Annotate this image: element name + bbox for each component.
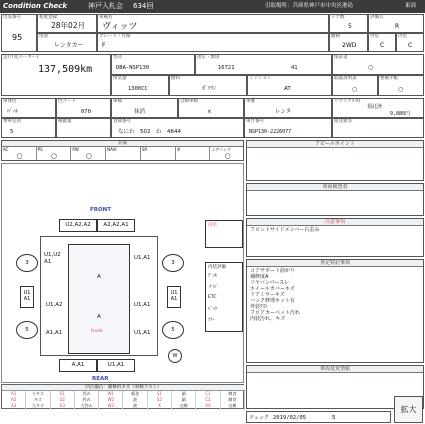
rear-right-tire[interactable]: 5 <box>162 321 184 339</box>
legend-cell: U2 <box>51 397 75 403</box>
doors: 5 <box>348 23 352 30</box>
vehicle-history: レンタ <box>275 109 292 115</box>
inspection-report-panel: 查定特記事項 コアサポート曲がり 補修度A リヤバンパースレ ホイールカバーキズ ドアミラーキズ バック修理キット有 外装ﾃｽﾄ フロアカーペット汚れ 内装汚れ、キズ <box>246 259 424 363</box>
spare-tire[interactable]: W <box>168 349 182 363</box>
color-code-cell: 色コード 070 <box>56 98 111 118</box>
exterior-grade: C <box>380 42 385 49</box>
legend-cell: A2 <box>2 397 26 403</box>
exterior-cell: 外装 C <box>368 33 396 52</box>
legend-cell: 交換 <box>172 403 196 409</box>
legend-cell: 波 <box>124 403 148 409</box>
mission: AT <box>284 86 291 92</box>
legend-cell: キズ <box>26 397 50 403</box>
equipment-item: 革 <box>176 147 211 161</box>
inspection-line: ホイールカバーキズ <box>250 286 295 292</box>
grade: F <box>102 42 106 49</box>
recycle-amount: 9,880円 <box>390 111 411 117</box>
legend-cell: 凹み <box>75 397 99 403</box>
model: DBA-NSP130 <box>116 65 150 71</box>
inspection-line: 補修度A <box>250 274 269 280</box>
right-rear-door[interactable]: U1,A1 <box>134 302 151 308</box>
check-number: 5 <box>332 415 336 421</box>
right-front-door[interactable]: U1,A1 <box>134 255 151 261</box>
left-rear-door[interactable]: U1,A2 <box>46 302 63 308</box>
chassis-number: NSP130-2226077 <box>249 129 292 135</box>
capacity: 5 <box>10 129 14 135</box>
inspection-line: リヤバンパースレ <box>250 280 290 286</box>
drive: 2WD <box>342 42 357 49</box>
brand-title: Condition Check <box>3 2 67 10</box>
fuel-cell: 燃料 ｶﾞｿﾘﾝ <box>169 75 247 96</box>
rear-label: REAR <box>92 376 109 382</box>
legend-cell: 板金 <box>124 391 148 397</box>
inspection-line: コアサポート曲がり <box>250 268 296 274</box>
drive-cell: 駆動 2WD <box>329 33 368 52</box>
rear-left-quarter[interactable]: A1,A1 <box>46 330 63 336</box>
color-code: 070 <box>81 109 91 115</box>
equipment-item: NAVI <box>106 147 141 161</box>
legend-cell: W2 <box>99 397 123 403</box>
trade-type: 東商 <box>405 3 417 9</box>
rear-right-quarter[interactable]: U1,A1 <box>134 330 151 336</box>
first-registration: 28年02月 <box>51 21 86 30</box>
legend-cell: 小キズ <box>26 391 50 397</box>
interior-cell: 内装 C <box>396 33 424 52</box>
service-record-cell: 整備手帳 ○ <box>378 75 424 96</box>
tax: × <box>207 109 212 115</box>
car-name: ヴィッツ <box>102 22 138 32</box>
history-cell: 車検 抹消 <box>111 98 178 118</box>
check-date: 2019/02/05 <box>273 415 307 421</box>
plate-number: なにわ 502 わ 4644 <box>118 129 181 135</box>
rear-bumper-left[interactable]: A,A1 <box>59 359 97 372</box>
mission-cell: ミッション AT <box>247 75 332 96</box>
car-name-cell: 車種名 ヴィッツ <box>97 14 329 33</box>
legend-cell: S1 <box>148 391 172 397</box>
legend-cell: W3 <box>99 403 123 409</box>
title-bar <box>0 0 425 13</box>
auction-name: 神戸入札会 <box>88 2 123 10</box>
front-bumper-left[interactable]: U2,A2,A2 <box>59 219 97 232</box>
lot-number: 95 <box>12 33 23 42</box>
manual-cell: 取扱説明書 ○ <box>332 75 378 96</box>
legend-title: 凹凸傷凸：補修凹キズ（車検ラスト） <box>2 385 245 391</box>
legend-cell: C1 <box>196 391 220 397</box>
displacement: 1300CC <box>128 86 148 92</box>
interior-equipment-item: ﾊﾞｯｸ <box>208 307 217 312</box>
doors-cell: ドア数 5 <box>329 14 368 33</box>
legend-cell: X <box>148 403 172 409</box>
equipment-panel: 装備 AC ○ PS ○ PW ○ NAVI SR 革 エアバッグ ○ <box>1 140 244 161</box>
legend-cell: 錆 <box>172 391 196 397</box>
model-cell: 型式 DBA-NSP130 <box>111 54 195 75</box>
equipment-value: ○ <box>51 152 58 160</box>
chassis-cell: 車台番号 NSP130-2226077 <box>244 118 332 138</box>
equipment-item: エアバッグ ○ <box>210 147 244 161</box>
check-label: チェック <box>249 415 269 421</box>
usage-cell: 用途 レンタカー <box>37 33 97 52</box>
interior-equipment-box: 内装評価 ﾃﾞｯｷ ナビ ETC ﾊﾞｯｸ ｿﾅｰ <box>205 262 243 332</box>
trunk-label: trunk <box>91 329 103 334</box>
service-record: ○ <box>398 86 404 93</box>
left-sill[interactable]: U1 A1 <box>20 286 34 308</box>
roof-area[interactable] <box>68 244 130 354</box>
legend-cell: A1 <box>2 391 26 397</box>
equipment-item: AC ○ <box>2 147 37 161</box>
pickup-location: 引取場所：兵庫県神戸市中央区港島 <box>265 3 354 9</box>
vehicle-history-cell: 車歴 レンタ <box>244 98 332 118</box>
grade-cell: グレード・仕様 F <box>97 33 329 52</box>
legend-cell: 凹み <box>75 391 99 397</box>
mileage-cell: 走行(実メーター) 137,509km <box>1 54 111 96</box>
session-number: 634回 <box>133 2 154 10</box>
legend-cell: A3 <box>2 403 26 409</box>
inspection-line: ドアミラーキズ <box>250 292 285 298</box>
legend-cell: C2 <box>196 397 220 403</box>
inspector-panel: 車両検査者 <box>246 183 424 216</box>
legend-cell: 大キズ <box>26 403 50 409</box>
front-bumper-right[interactable]: A2,A2,A1 <box>97 219 135 232</box>
interior-equipment-item: ｿﾅｰ <box>208 318 215 323</box>
legend-cell: 錆 <box>172 397 196 403</box>
inspection-status: 抹消 <box>134 109 146 115</box>
first-registration-cell: 初度登録 28年02月 <box>37 14 97 33</box>
rear-bumper-right[interactable]: U1,A1 <box>97 359 135 372</box>
address-cell: 陸送費等 <box>332 118 424 138</box>
plate-cell: 登録番号 なにわ 502 わ 4644 <box>111 118 244 138</box>
recycle-status: 預託済 <box>367 104 383 110</box>
manual: ○ <box>352 86 358 93</box>
inspection-line: バック修理キット有 <box>250 298 295 304</box>
notes-text: フロントサイドメンバー右歪み <box>250 227 320 233</box>
cargo-cell: 積載量 <box>56 118 111 138</box>
recycle-cell: リサイクル料 預託済 9,880円 <box>332 98 424 118</box>
roof-mark: A <box>97 274 101 280</box>
notes-panel: 注意事項 フロントサイドメンバー右歪み <box>246 218 424 257</box>
damage-diagram <box>1 163 244 383</box>
damage-legend <box>1 384 244 409</box>
mileage: 137,509km <box>38 64 93 75</box>
rear-left-tire[interactable]: 5 <box>16 321 38 339</box>
fuel: ｶﾞｿﾘﾝ <box>202 86 216 92</box>
color-cell: 車体色 ﾊﾟｰﾙ <box>1 98 56 118</box>
class-cell: 指定・類別 16721 41 <box>195 54 332 75</box>
legend-cell: 腐食 <box>221 397 245 403</box>
change-info-panel: 車両変更情報 <box>246 365 424 409</box>
front-label: FRONT <box>90 207 112 213</box>
interior-equipment-item: ETC <box>208 295 217 300</box>
legend-cell: 波 <box>124 397 148 403</box>
legend-cell: 大凹み <box>75 403 99 409</box>
legend-cell: U1 <box>51 391 75 397</box>
tax-cell: 自動車税 × <box>178 98 244 118</box>
legend-cell: 腐食 <box>221 391 245 397</box>
equipment-value: ○ <box>224 152 231 160</box>
interior-equipment-item: ナビ <box>208 285 217 290</box>
warranty: ○ <box>368 64 374 71</box>
equipment-item: SR <box>141 147 176 161</box>
score-cell: 評価点 R <box>368 14 424 33</box>
front-left-tire[interactable]: 3 <box>16 254 38 272</box>
displacement-cell: 排気量 1300CC <box>111 75 169 96</box>
class-a: 16721 <box>218 65 235 71</box>
class-b: 41 <box>291 65 298 71</box>
zoom-button[interactable]: 拡大 <box>394 396 423 423</box>
lot-number-cell: 出品番号 95 <box>1 14 37 52</box>
warranty-cell: 保証書 ○ <box>332 54 424 75</box>
inspection-line: 外装ﾃｽﾄ <box>250 304 268 310</box>
equipment-value: ○ <box>16 152 23 160</box>
body-color: ﾊﾟｰﾙ <box>7 109 19 115</box>
interior-equipment-item: ﾃﾞｯｷ <box>208 274 217 279</box>
equipment-value: ○ <box>85 152 92 160</box>
left-front-door[interactable]: U1,U2 A1 <box>44 252 61 265</box>
usage: レンタカー <box>54 42 84 49</box>
inspection-line: フロアカーペット汚れ <box>250 310 300 316</box>
equipment-item: PW ○ <box>71 147 106 161</box>
interior-box: 内装 <box>205 220 243 248</box>
inspection-line: 内装汚れ、キズ <box>250 316 286 322</box>
interior-grade: C <box>408 42 413 49</box>
appeal-point-panel: アピールポイント <box>246 140 424 181</box>
capacity-cell: 乗車定員 5 <box>1 118 56 138</box>
score: R <box>395 23 400 30</box>
check-footer <box>246 411 391 423</box>
front-right-tire[interactable]: 3 <box>162 254 184 272</box>
legend-cell: S2 <box>148 397 172 403</box>
legend-cell: XX <box>196 403 220 409</box>
trunk-mark: A <box>97 314 101 320</box>
right-sill[interactable]: U1 A1 <box>167 286 181 308</box>
legend-cell: 交換 <box>221 403 245 409</box>
equipment-item: PS ○ <box>37 147 72 161</box>
legend-cell: U3 <box>51 403 75 409</box>
legend-cell: W1 <box>99 391 123 397</box>
